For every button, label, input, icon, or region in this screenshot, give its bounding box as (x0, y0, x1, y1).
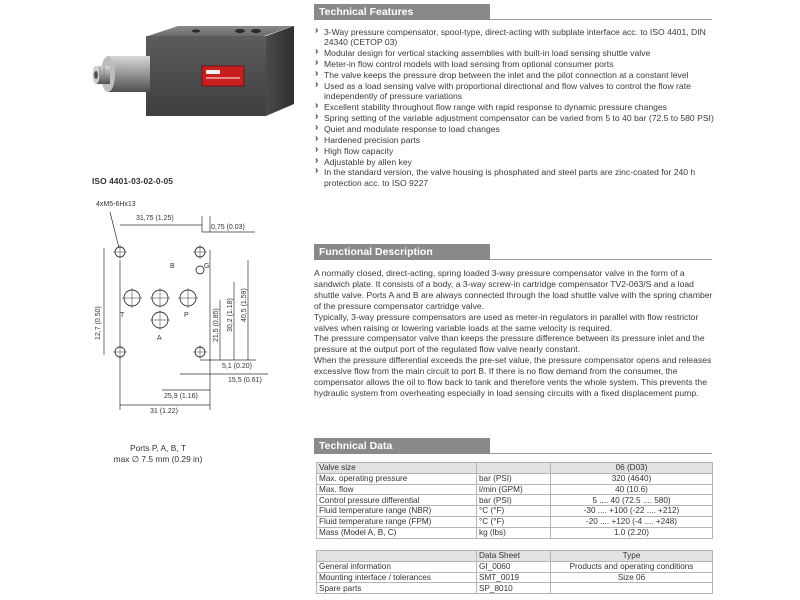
thread-callout: 4xM5-6Hx13 (96, 201, 136, 208)
port-p-label: P (184, 312, 189, 319)
technical-data-table (316, 462, 713, 539)
table-cell: Size 06 (551, 572, 713, 583)
feature-item: › Meter-in flow control models with load sensing from optional consumer ports (314, 59, 714, 69)
table-cell: -30 .... +100 (-22 .... +212) (551, 506, 713, 517)
table-cell: l/min (GPM) (477, 484, 551, 495)
dim-bottom-4: 31 (1.22) (150, 408, 179, 415)
dim-left-vertical: 12,7 (0.50) (95, 306, 102, 340)
iso-code-label: ISO 4401-03-02-0-05 (92, 176, 174, 186)
table-cell: Control pressure differential (317, 495, 477, 506)
table-cell: 06 (D03) (551, 463, 713, 474)
table-cell: Fluid temperature range (FPM) (317, 516, 477, 527)
table-row (317, 583, 713, 594)
table-cell: °C (°F) (477, 506, 551, 517)
table-row (317, 473, 713, 484)
feature-item: › Hardened precision parts (314, 135, 714, 145)
dim-bottom-1: 5,1 (0.20) (222, 363, 252, 370)
table-cell: °C (°F) (477, 516, 551, 527)
table-cell: Fluid temperature range (NBR) (317, 506, 477, 517)
table-cell: SP_8010 (477, 583, 551, 594)
description-paragraph: When the pressure differential exceeds the pre-set value, the pressure compensator opens and releases excessive flow from the main circuit to port B. If there is no flow demand from the consumer, the compensator allows the oil to flow back to tank and therefore vents the whole system. This prevents the hydraulic system from overheating especially in load sensing circuits with a fixed displacement pump. (314, 355, 712, 398)
table-row (317, 572, 713, 583)
dim-right-vertical-2: 30,2 (1.18) (227, 298, 234, 332)
ports-note (108, 443, 208, 465)
table-cell (551, 583, 713, 594)
technical-features-header: Technical Features (314, 4, 490, 20)
port-t-label: T (120, 312, 125, 319)
functional-description-header: Functional Description (314, 244, 490, 260)
port-a-label: A (157, 335, 162, 342)
description-paragraph: Typically, 3-way pressure compensators are used as meter-in regulators in parallel with flow restrictor valves when raising or lowering variable loads at the same velocity is required. (314, 311, 699, 333)
description-paragraph: The pressure compensator valve than keeps the pressure difference between its pressure inlet and the pressure at the output port of the regulated flow valve nearly constant. (314, 333, 705, 355)
table-cell: Valve size (317, 463, 477, 474)
table-cell: General information (317, 561, 477, 572)
table-header-row (317, 551, 713, 562)
table-row (317, 484, 713, 495)
table-cell: Mass (Model A, B, C) (317, 527, 477, 538)
ports-note-line2: max ∅ 7.5 mm (0.29 in) (113, 454, 203, 464)
table-cell: Max. flow (317, 484, 477, 495)
table-cell: 5 .... 40 (72.5 .... 580) (551, 495, 713, 506)
data-sheet-table (316, 550, 713, 594)
table-cell: -20 .... +120 (-4 .... +248) (551, 516, 713, 527)
table-row (317, 527, 713, 538)
table-cell: bar (PSI) (477, 495, 551, 506)
table-row (317, 516, 713, 527)
table-cell: Products and operating conditions (551, 561, 713, 572)
feature-item: › 3-Way pressure compensator, spool-type, direct-acting with subplate interface acc. to ISO 4401, DIN 24340 (CETOP 03) (314, 27, 714, 48)
dim-top-right: 0,75 (0.03) (211, 224, 245, 231)
description-paragraph: A normally closed, direct-acting, spring loaded 3-way pressure compensator valve in the form of a sandwich plate. It consists of a body, a 3-way screw-in cartridge compensator TV2-063/S and a load shuttle valve. Ports A and B are always connected through the load shuttle valve with the spring chamber of the pressure compensator cartridge valve. (314, 268, 713, 311)
ports-note-line1: Ports P, A, B, T (129, 443, 186, 453)
table-cell: 320 (4640) (551, 473, 713, 484)
dim-right-vertical-3: 21,5 (0.85) (213, 308, 220, 342)
port-b-label: B (170, 263, 175, 270)
table-cell: Mounting interface / tolerances (317, 572, 477, 583)
table-cell (477, 463, 551, 474)
table-row (317, 495, 713, 506)
table-row (317, 506, 713, 517)
table-cell: Max. operating pressure (317, 473, 477, 484)
table-cell: Data Sheet (477, 551, 551, 562)
feature-item: › Quiet and modulate response to load changes (314, 124, 714, 134)
feature-item: › High flow capacity (314, 146, 714, 156)
table-cell (317, 551, 477, 562)
feature-item: › Modular design for vertical stacking assemblies with built-in load sensing shuttle valve (314, 48, 714, 58)
table-cell: bar (PSI) (477, 473, 551, 484)
table-cell: 1.0 (2.20) (551, 527, 713, 538)
table-cell: kg (lbs) (477, 527, 551, 538)
technical-features-list (314, 27, 714, 189)
table-header-row (317, 463, 713, 474)
feature-item: › Adjustable by allen key (314, 157, 714, 167)
table-row (317, 561, 713, 572)
table-cell: GI_0060 (477, 561, 551, 572)
left-column (0, 0, 300, 600)
dim-right-vertical-1: 40,5 (1.59) (241, 288, 248, 322)
feature-item: › Excellent stability throughout flow range with rapid response to dynamic pressure changes (314, 102, 714, 112)
dim-bottom-2: 15,5 (0.61) (228, 377, 262, 384)
valve-product-image (88, 20, 308, 140)
mounting-interface-drawing (80, 190, 280, 430)
table-cell: 40 (10.6) (551, 484, 713, 495)
table-cell: Spare parts (317, 583, 477, 594)
dim-top: 31,75 (1.25) (136, 215, 174, 222)
feature-item: › Spring setting of the variable adjustment compensator can be varied from 5 to 40 bar (72.5 to 580 PSI) (314, 113, 714, 123)
feature-item: › The valve keeps the pressure drop between the inlet and the pilot connection at a constant level (314, 70, 714, 80)
dim-bottom-3: 25,9 (1.16) (164, 393, 198, 400)
table-cell: Type (551, 551, 713, 562)
feature-item: › Used as a load sensing valve with proportional directional and flow valves to control the flow rate independently of pressure variations (314, 81, 714, 102)
port-g-label: G (204, 263, 210, 270)
technical-data-header: Technical Data (314, 438, 490, 454)
feature-item: › In the standard version, the valve housing is phosphated and steel parts are zinc-coated for 240 h protection acc. to ISO 9227 (314, 167, 714, 188)
table-cell: SMT_0019 (477, 572, 551, 583)
functional-description-text (314, 268, 714, 399)
